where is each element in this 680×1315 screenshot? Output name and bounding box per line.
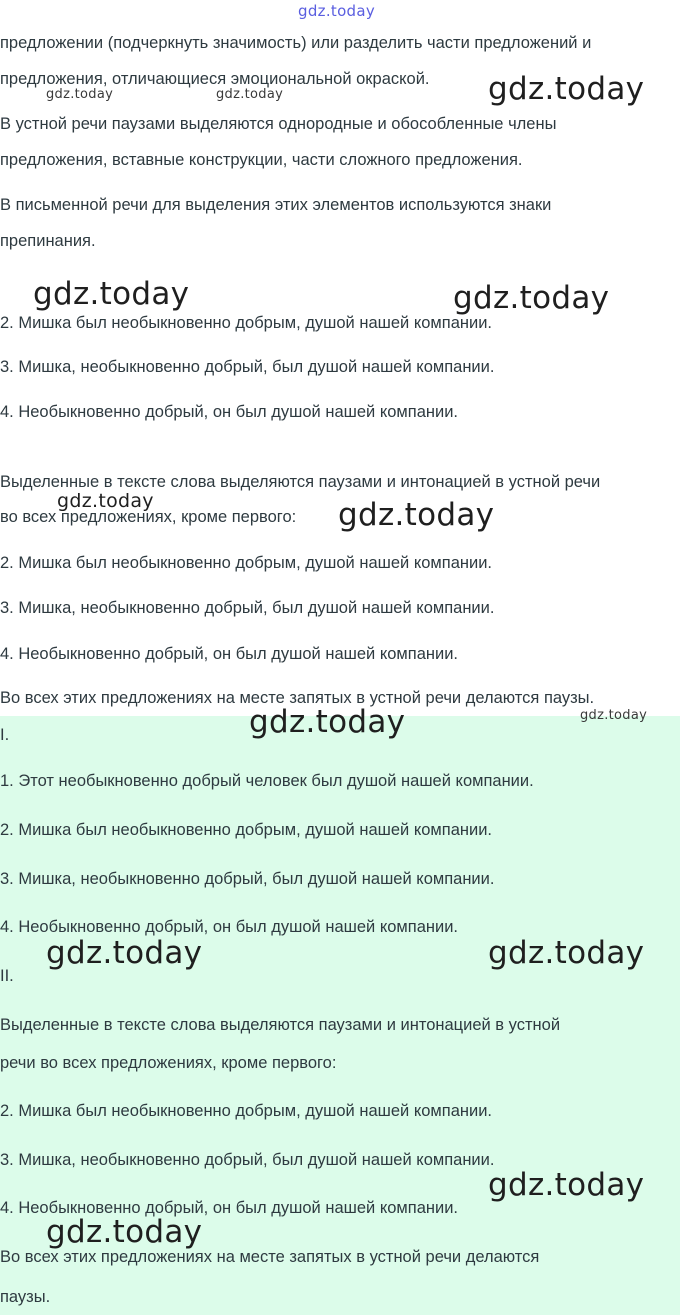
text-line: 3. Мишка, необыкновенно добрый, был душой нашей компании. [0, 599, 495, 617]
text-line: 2. Мишка был необыкновенно добрым, душой нашей компании. [0, 314, 492, 332]
text-line: предложении (подчеркнуть значимость) или разделить части предложений и [0, 34, 592, 52]
text-line: 3. Мишка, необыкновенно добрый, был душой нашей компании. [0, 358, 495, 376]
section-number: I. [0, 726, 10, 744]
watermark: gdz.today [338, 497, 495, 533]
text-line: Выделенные в тексте слова выделяются паузами и интонацией в устной [0, 1016, 561, 1034]
text-line: 1. Этот необыкновенно добрый человек был душой нашей компании. [0, 772, 534, 790]
watermark: gdz.today [488, 1167, 645, 1203]
text-line: предложения, вставные конструкции, части сложного предложения. [0, 151, 523, 169]
text-line: 2. Мишка был необыкновенно добрым, душой нашей компании. [0, 554, 492, 572]
text-line: 3. Мишка, необыкновенно добрый, был душой нашей компании. [0, 870, 495, 888]
watermark: gdz.today [216, 87, 284, 102]
watermark: gdz.today [46, 87, 114, 102]
watermark: gdz.today [249, 704, 406, 740]
watermark: gdz.today [46, 1214, 203, 1250]
watermark: gdz.today [580, 708, 648, 723]
section-number: II. [0, 967, 14, 985]
watermark: gdz.today [488, 71, 645, 107]
text-line: 2. Мишка был необыкновенно добрым, душой нашей компании. [0, 1102, 492, 1120]
text-line: во всех предложениях, кроме первого: [0, 508, 297, 526]
text-line: 4. Необыкновенно добрый, он был душой нашей компании. [0, 403, 459, 421]
text-line: Во всех этих предложениях на месте запятых в устной речи делаются паузы. [0, 689, 595, 707]
text-line: 2. Мишка был необыкновенно добрым, душой нашей компании. [0, 821, 492, 839]
text-line: 4. Необыкновенно добрый, он был душой нашей компании. [0, 645, 459, 663]
watermark: gdz.today [298, 2, 376, 20]
text-line: Выделенные в тексте слова выделяются паузами и интонацией в устной речи [0, 473, 601, 491]
watermark: gdz.today [453, 280, 610, 316]
text-line: 3. Мишка, необыкновенно добрый, был душой нашей компании. [0, 1151, 495, 1169]
text-line: В устной речи паузами выделяются однородные и обособленные члены [0, 115, 557, 133]
watermark: gdz.today [57, 490, 154, 512]
watermark: gdz.today [488, 935, 645, 971]
text-line: Во всех этих предложениях на месте запятых в устной речи делаются [0, 1248, 540, 1266]
text-line: 4. Необыкновенно добрый, он был душой нашей компании. [0, 918, 459, 936]
text-line: речи во всех предложениях, кроме первого: [0, 1054, 337, 1072]
watermark: gdz.today [33, 276, 190, 312]
watermark: gdz.today [46, 935, 203, 971]
text-line: паузы. [0, 1288, 51, 1306]
text-line: В письменной речи для выделения этих элементов используются знаки [0, 196, 552, 214]
text-line: предложения, отличающиеся эмоциональной окраской. [0, 70, 430, 88]
text-line: препинания. [0, 232, 96, 250]
text-line: 4. Необыкновенно добрый, он был душой нашей компании. [0, 1199, 459, 1217]
